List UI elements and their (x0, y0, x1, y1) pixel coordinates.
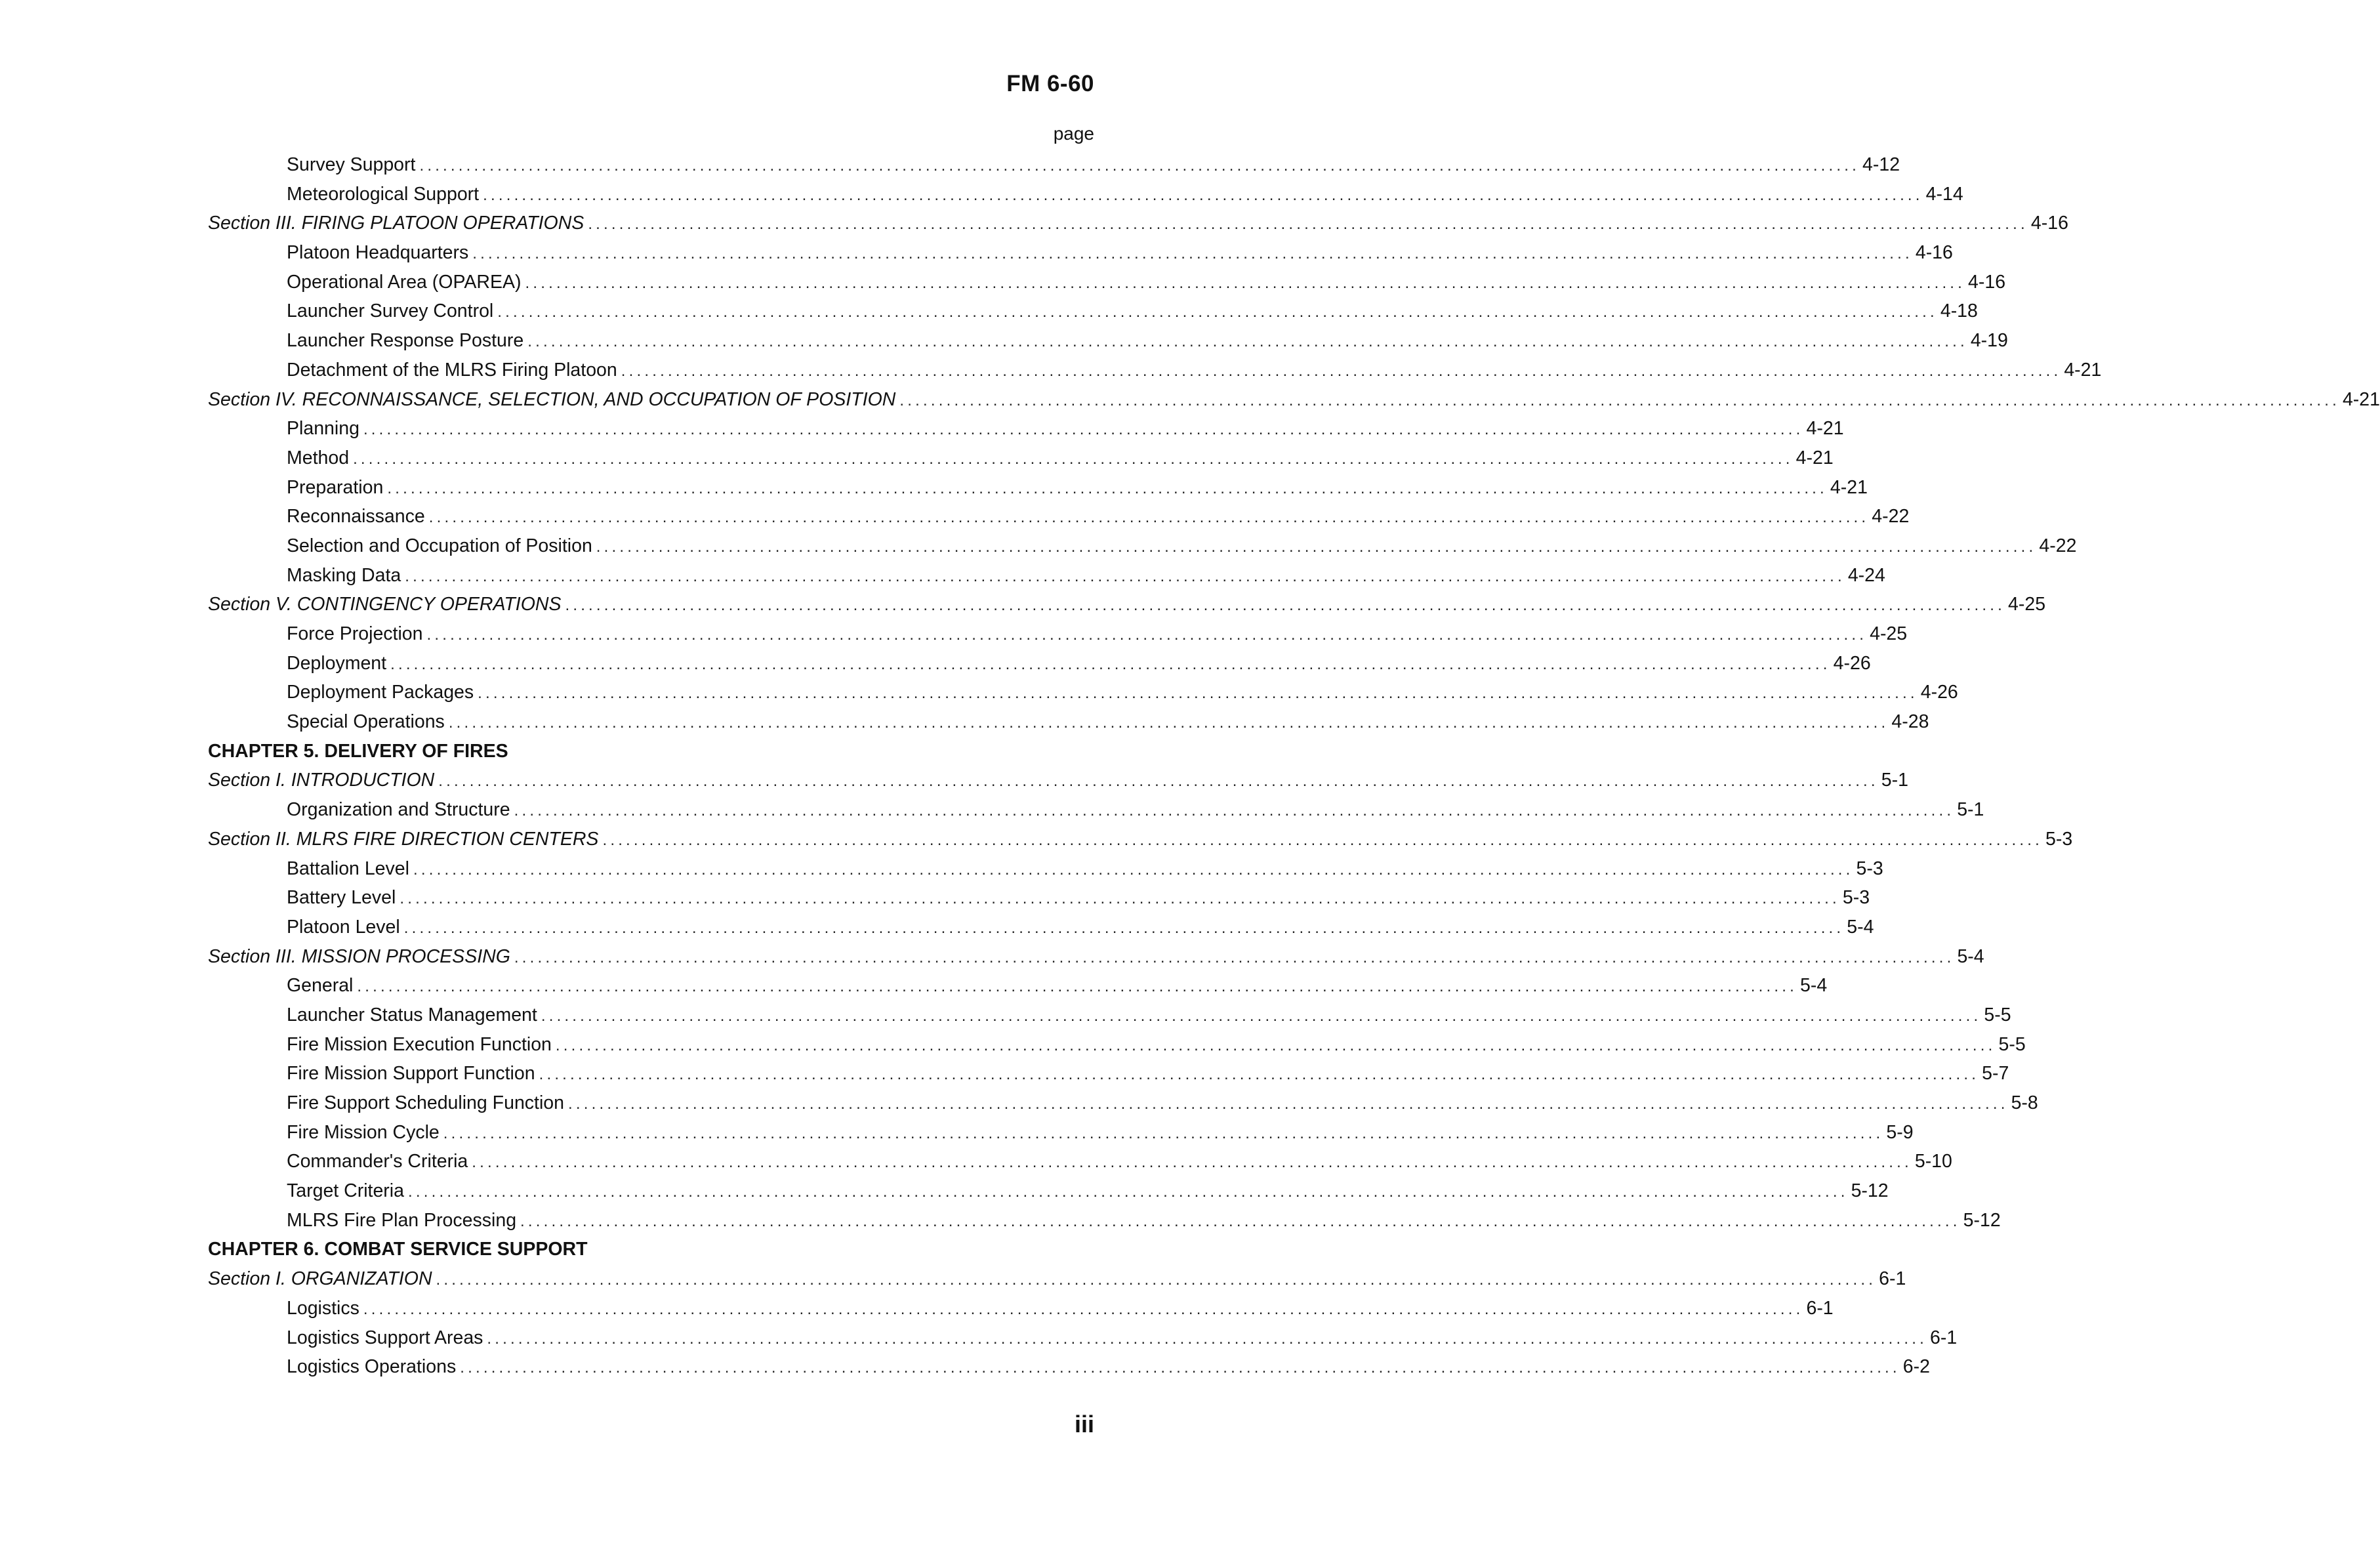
toc-entry-title: Selection and Occupation of Position (287, 535, 592, 556)
toc-entry-page: 4-24 (1847, 564, 1885, 586)
toc-section-row (208, 1264, 1906, 1294)
toc-entry-page: 4-21 (1830, 476, 1868, 498)
dot-leader: ......................................................................................................................................................................................... (527, 333, 1968, 351)
dot-leader: ......................................................................................................................................................................................... (405, 567, 1845, 585)
toc-entry-page: 5-4 (1957, 945, 1984, 967)
toc-entry-page: 5-5 (1998, 1033, 2026, 1055)
dot-leader: ......................................................................................................................................................................................... (390, 655, 1831, 673)
toc-topic-row (208, 326, 2008, 356)
dot-leader: ......................................................................................................................................................................................... (565, 596, 2006, 615)
toc-section-row (208, 942, 1984, 972)
toc-entry-title: Platoon Headquarters (287, 242, 469, 264)
toc-entry-page: 5-12 (1963, 1209, 2001, 1231)
dot-leader: ......................................................................................................................................................................................... (588, 215, 2028, 234)
toc-entry-page: 6-2 (1902, 1356, 1930, 1378)
toc-topic-row (208, 531, 2077, 561)
toc-entry-title: Operational Area (OPAREA) (287, 271, 522, 293)
dot-leader: ......................................................................................................................................................................................... (487, 1329, 1927, 1348)
toc-entry-page: 5-4 (1799, 975, 1828, 997)
toc-entry-page: 5-4 (1847, 916, 1874, 938)
toc-entry-page: 5-12 (1851, 1180, 1889, 1202)
toc-entry-title: General (287, 975, 354, 997)
toc-topic-row (208, 150, 1900, 180)
toc-topic-row (208, 1030, 2026, 1060)
toc-topic-row (208, 1118, 1914, 1148)
toc-entry-title: Organization and Structure (287, 799, 510, 821)
toc-entry-title: Special Operations (287, 711, 445, 733)
dot-leader: ......................................................................................................................................................................................... (443, 1124, 1884, 1142)
toc-topic-row (208, 502, 1910, 531)
dot-leader: ......................................................................................................................................................................................... (478, 684, 1918, 703)
dot-leader: ......................................................................................................................................................................................... (407, 1183, 1849, 1201)
toc-entry-page: 4-16 (1968, 271, 2006, 293)
toc-entry-page: 4-26 (1920, 682, 1958, 703)
dot-leader: ......................................................................................................................................................................................... (539, 1066, 1980, 1084)
dot-leader: ......................................................................................................................................................................................... (568, 1095, 2009, 1113)
dot-leader: ......................................................................................................................................................................................... (483, 186, 1923, 204)
dot-leader: ......................................................................................................................................................................................... (363, 1300, 1804, 1318)
toc-chapter-row (208, 1235, 1094, 1264)
dot-leader: ......................................................................................................................................................................................... (472, 1153, 1912, 1172)
toc-entry-title: Method (287, 447, 350, 468)
toc-topic-row (208, 649, 1871, 678)
toc-topic-row (208, 473, 1868, 503)
table-of-contents (208, 150, 2380, 1382)
page-column-label: page (1053, 123, 1094, 144)
toc-entry-page: 4-21 (2064, 359, 2102, 381)
toc-entry-title: Fire Support Scheduling Function (287, 1092, 564, 1113)
dot-leader: ......................................................................................................................................................................................... (514, 948, 1955, 966)
toc-entry-title: Logistics (287, 1297, 359, 1319)
toc-entry-title: MLRS Fire Plan Processing (287, 1209, 517, 1231)
dot-leader: ......................................................................................................................................................................................... (436, 1271, 1877, 1289)
toc-topic-row (208, 1088, 2038, 1118)
dot-leader: ......................................................................................................................................................................................... (438, 772, 1879, 791)
toc-topic-row (208, 1352, 1930, 1382)
toc-entry-title: Section I. INTRODUCTION (208, 770, 435, 791)
toc-topic-row (208, 913, 1874, 942)
dot-leader: ......................................................................................................................................................................................... (541, 1006, 1982, 1025)
toc-topic-row (208, 1323, 1958, 1353)
toc-entry-title: Fire Mission Execution Function (287, 1033, 552, 1055)
toc-topic-row (208, 678, 1958, 707)
toc-entry-page: 4-21 (1806, 418, 1844, 440)
toc-entry-title: Fire Mission Support Function (287, 1063, 535, 1085)
toc-entry-title: Planning (287, 418, 359, 440)
toc-entry-title: Deployment (287, 652, 387, 674)
dot-leader: ......................................................................................................................................................................................... (426, 626, 1868, 644)
dot-leader: ......................................................................................................................................................................................... (602, 831, 2043, 849)
toc-topic-row (208, 854, 1883, 884)
toc-entry-page: 5-1 (1881, 770, 1908, 791)
toc-entry-page: 4-25 (2008, 594, 2046, 615)
dot-leader: ......................................................................................................................................................................................... (460, 1359, 1900, 1377)
dot-leader: ......................................................................................................................................................................................... (428, 508, 1870, 527)
toc-entry-title: Meteorological Support (287, 183, 480, 205)
toc-section-row (208, 209, 2068, 238)
toc-topic-row (208, 1059, 2009, 1088)
toc-entry-page: 4-21 (2342, 388, 2380, 410)
toc-entry-title: Section III. FIRING PLATOON OPERATIONS (208, 213, 585, 234)
dot-leader: ......................................................................................................................................................................................... (413, 860, 1854, 879)
toc-entry-title: Masking Data (287, 564, 401, 586)
toc-entry-title: Launcher Status Management (287, 1004, 537, 1025)
toc-entry-title: Target Criteria (287, 1180, 404, 1202)
toc-entry-page: 5-7 (1982, 1063, 2009, 1085)
toc-entry-page: 4-22 (2039, 535, 2077, 556)
toc-topic-row (208, 1176, 1889, 1206)
toc-entry-page: 4-16 (2030, 213, 2068, 234)
dot-leader: ......................................................................................................................................................................................... (514, 802, 1955, 820)
toc-section-row (208, 825, 2073, 854)
toc-entry-title: Launcher Response Posture (287, 330, 524, 352)
toc-topic-row (208, 414, 1844, 444)
dot-leader: ......................................................................................................................................................................................... (525, 274, 1966, 292)
toc-entry-page: 5-3 (2045, 828, 2073, 850)
toc-entry-page: 4-28 (1891, 711, 1929, 733)
toc-topic-row (208, 356, 2102, 385)
toc-section-row (208, 385, 2380, 415)
toc-entry-page: 4-16 (1915, 242, 1953, 264)
toc-topic-row (208, 1001, 2011, 1030)
toc-entry-title: Battery Level (287, 887, 396, 909)
toc-entry-title: Section V. CONTINGENCY OPERATIONS (208, 594, 562, 615)
toc-entry-title: Launcher Survey Control (287, 300, 494, 322)
toc-entry-page: 4-26 (1833, 652, 1871, 674)
document-id: FM 6-60 (1006, 71, 1094, 96)
dot-leader: ......................................................................................................................................................................................... (357, 978, 1797, 996)
toc-topic-row (208, 297, 1978, 326)
dot-leader: ......................................................................................................................................................................................... (555, 1036, 1996, 1054)
dot-leader: ......................................................................................................................................................................................... (448, 714, 1889, 732)
toc-entry-title: CHAPTER 5. DELIVERY OF FIRES (208, 740, 508, 762)
toc-entry-title: CHAPTER 6. COMBAT SERVICE SUPPORT (208, 1239, 588, 1260)
toc-entry-page: 5-10 (1914, 1151, 1952, 1172)
toc-entry-page: 4-19 (1970, 330, 2008, 352)
dot-leader: ......................................................................................................................................................................................... (353, 449, 1794, 468)
toc-entry-page: 6-1 (1806, 1297, 1834, 1319)
toc-topic-row (208, 444, 1834, 473)
toc-topic-row (208, 268, 2006, 297)
toc-entry-page: 5-3 (1856, 858, 1883, 879)
dot-leader: ......................................................................................................................................................................................... (621, 362, 2062, 380)
toc-topic-row (208, 619, 1908, 649)
dot-leader: ......................................................................................................................................................................................... (596, 537, 2037, 556)
toc-entry-title: Deployment Packages (287, 682, 474, 703)
toc-entry-page: 6-1 (1879, 1268, 1906, 1290)
dot-leader: ......................................................................................................................................................................................... (899, 391, 2340, 409)
toc-entry-title: Logistics Operations (287, 1356, 457, 1378)
dot-leader: ......................................................................................................................................................................................... (363, 421, 1804, 439)
toc-topic-row (208, 238, 1953, 268)
toc-section-row (208, 590, 2046, 619)
toc-entry-title: Section IV. RECONNAISSANCE, SELECTION, AND OCCUPATION OF POSITION (208, 388, 896, 410)
toc-entry-page: 4-14 (1925, 183, 1963, 205)
toc-entry-page: 5-1 (1957, 799, 1984, 821)
dot-leader: ......................................................................................................................................................................................... (497, 303, 1938, 321)
toc-entry-title: Fire Mission Cycle (287, 1121, 440, 1143)
toc-topic-row (208, 795, 1984, 825)
toc-entry-page: 5-5 (1984, 1004, 2011, 1025)
toc-topic-row (208, 561, 1885, 590)
toc-entry-page: 6-1 (1930, 1327, 1958, 1348)
toc-topic-row (208, 971, 1828, 1001)
toc-section-row (208, 766, 1908, 795)
toc-entry-page: 4-21 (1795, 447, 1834, 468)
toc-topic-row (208, 1147, 1952, 1176)
toc-entry-title: Detachment of the MLRS Firing Platoon (287, 359, 617, 381)
toc-topic-row (208, 1206, 2001, 1235)
toc-entry-title: Section I. ORGANIZATION (208, 1268, 432, 1290)
toc-entry-title: Battalion Level (287, 858, 409, 879)
toc-topic-row (208, 883, 1870, 913)
toc-entry-page: 5-8 (2011, 1092, 2038, 1113)
toc-entry-page: 4-18 (1940, 300, 1978, 322)
page-folio: iii (1074, 1411, 1094, 1438)
toc-topic-row (208, 707, 1929, 737)
dot-leader: ......................................................................................................................................................................................... (419, 157, 1860, 175)
dot-leader: ......................................................................................................................................................................................... (387, 479, 1828, 497)
toc-entry-title: Preparation (287, 476, 384, 498)
dot-leader: ......................................................................................................................................................................................... (472, 245, 1913, 263)
toc-entry-title: Force Projection (287, 623, 423, 644)
dot-leader: ......................................................................................................................................................................................... (520, 1212, 1961, 1230)
toc-entry-title: Section II. MLRS FIRE DIRECTION CENTERS (208, 828, 599, 850)
toc-entry-page: 5-9 (1886, 1121, 1914, 1143)
toc-topic-row (208, 180, 1963, 209)
toc-entry-title: Survey Support (287, 154, 416, 175)
toc-chapter-row (208, 737, 1094, 766)
toc-topic-row (208, 1294, 1834, 1323)
toc-entry-title: Platoon Level (287, 916, 400, 938)
dot-leader: ......................................................................................................................................................................................... (403, 919, 1845, 937)
toc-entry-title: Logistics Support Areas (287, 1327, 483, 1348)
toc-entry-page: 4-22 (1872, 506, 1910, 528)
toc-entry-page: 5-3 (1842, 887, 1870, 909)
toc-entry-title: Reconnaissance (287, 506, 425, 528)
toc-entry-title: Commander's Criteria (287, 1151, 468, 1172)
toc-entry-title: Section III. MISSION PROCESSING (208, 945, 510, 967)
toc-entry-page: 4-25 (1870, 623, 1908, 644)
dot-leader: ......................................................................................................................................................................................... (400, 890, 1840, 908)
toc-entry-page: 4-12 (1862, 154, 1900, 175)
